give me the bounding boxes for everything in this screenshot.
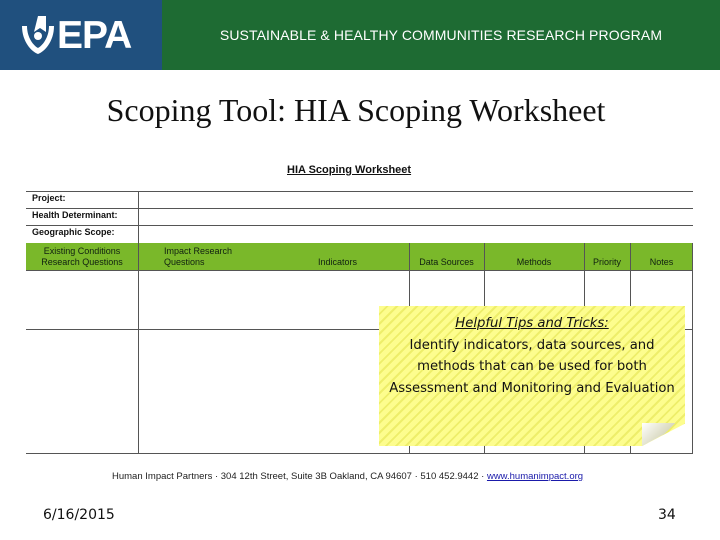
geographic-scope-label: Geographic Scope: <box>32 227 115 237</box>
column-header: Existing Conditions Research Questions <box>41 246 123 267</box>
column-header: Data Sources <box>419 257 474 267</box>
column-header: Methods <box>516 257 552 267</box>
project-label: Project: <box>32 193 66 203</box>
table-divider <box>692 243 693 454</box>
table-divider <box>138 243 139 454</box>
program-title: SUSTAINABLE & HEALTHY COMMUNITIES RESEARCH PROGRAM <box>219 27 663 43</box>
logo-text: EPA <box>57 14 132 57</box>
health-determinant-label: Health Determinant: <box>32 210 118 220</box>
source-link[interactable]: www.humanimpact.org <box>486 471 584 482</box>
column-header: Priority <box>592 257 621 267</box>
table-rule <box>26 208 693 209</box>
epa-logo <box>0 0 162 70</box>
page-number: 34 <box>658 507 676 523</box>
slide-title: Scoping Tool: HIA Scoping Worksheet <box>106 92 606 128</box>
table-rule <box>26 191 693 192</box>
column-header: Indicators <box>317 257 358 267</box>
table-divider <box>138 191 139 243</box>
table-rule <box>26 270 693 271</box>
tip-heading: Helpful Tips and Tricks: <box>455 316 609 331</box>
column-header: Notes <box>649 257 674 267</box>
table-rule <box>26 453 693 454</box>
source-credit <box>112 471 583 482</box>
worksheet-title: HIA Scoping Worksheet <box>287 164 412 176</box>
slide-date: 6/16/2015 <box>43 507 115 523</box>
sticky-note-text <box>379 313 685 399</box>
tip-body: Identify indicators, data sources, and methods that can be used for both Assessment and Monitoring and Evaluation <box>389 337 675 396</box>
source-text: Human Impact Partners · 304 12th Street, Suite 3B Oakland, CA 94607 · 510 452.9442 · <box>112 471 487 482</box>
column-header: Impact Research Questions <box>164 246 233 267</box>
table-rule <box>26 225 693 226</box>
